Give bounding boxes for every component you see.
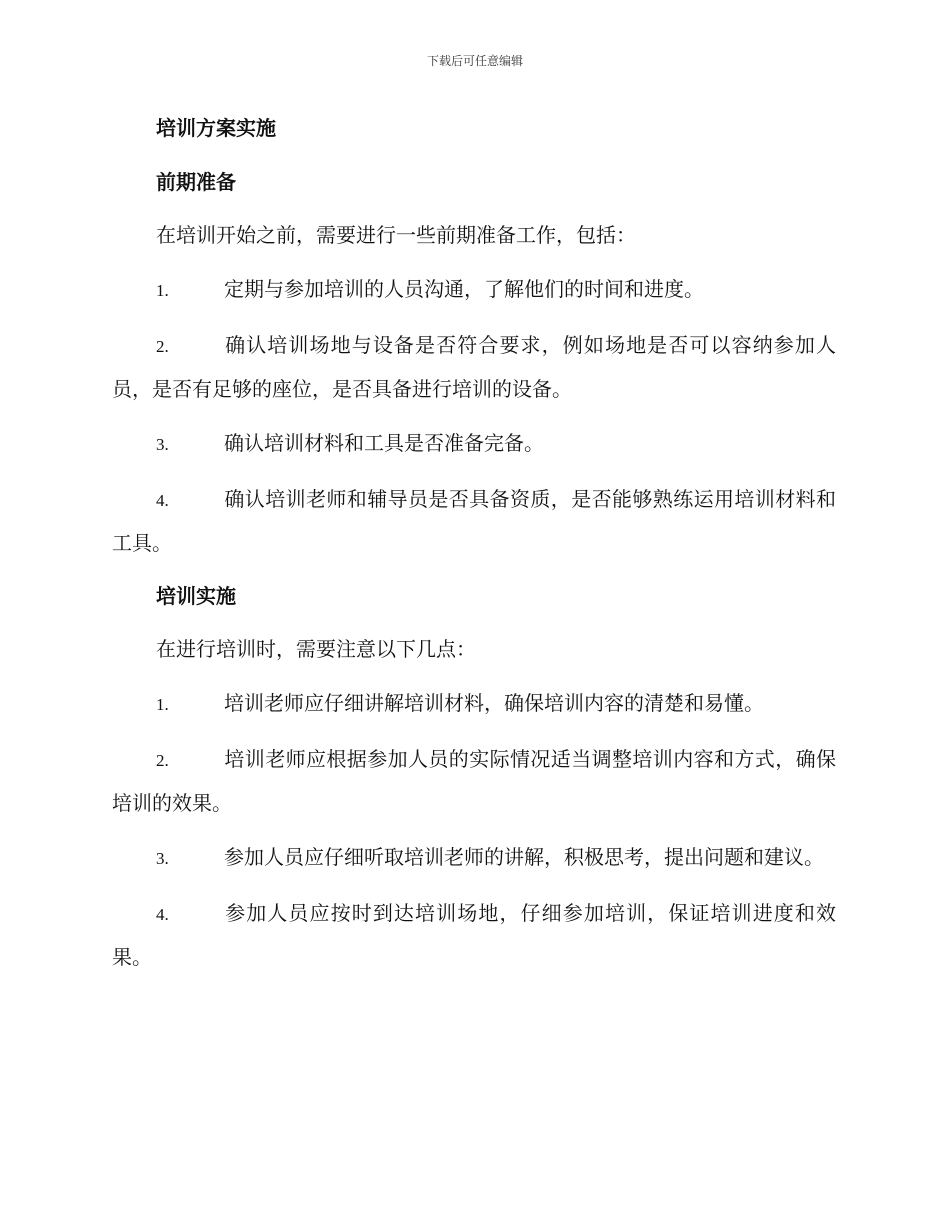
list-item-number: 1. bbox=[156, 695, 169, 714]
list-item-text: 参加人员应按时到达培训场地，仔细参加培训，保证培训进度和效果。 bbox=[112, 901, 836, 969]
list-item-text: 确认培训老师和辅导员是否具备资质，是否能够熟练运用培训材料和工具。 bbox=[112, 487, 836, 555]
list-item-text: 参加人员应仔细听取培训老师的讲解，积极思考，提出问题和建议。 bbox=[224, 845, 824, 869]
list-item bbox=[112, 478, 836, 564]
list-item bbox=[112, 324, 836, 410]
list-item bbox=[112, 682, 836, 726]
document-body bbox=[112, 108, 836, 990]
list-item-text: 培训老师应仔细讲解培训材料，确保培训内容的清楚和易懂。 bbox=[224, 691, 764, 715]
list-item-number: 3. bbox=[156, 435, 169, 454]
list-item-number: 1. bbox=[156, 281, 169, 300]
list-item-text: 确认培训场地与设备是否符合要求，例如场地是否可以容纳参加人员，是否有足够的座位，是否具备进行培训的设备。 bbox=[112, 333, 836, 401]
section-intro-preparation: 在培训开始之前，需要进行一些前期准备工作，包括： bbox=[156, 223, 636, 247]
document-title: 培训方案实施 bbox=[156, 116, 276, 140]
list-item bbox=[112, 892, 836, 978]
list-item bbox=[112, 836, 836, 880]
list-item bbox=[112, 422, 836, 466]
list-item-number: 4. bbox=[156, 905, 169, 924]
list-item-text: 定期与参加培训的人员沟通，了解他们的时间和进度。 bbox=[224, 277, 704, 301]
list-item bbox=[112, 738, 836, 824]
list-item-number: 2. bbox=[156, 751, 169, 770]
list-item bbox=[112, 268, 836, 312]
section-heading-implementation: 培训实施 bbox=[156, 584, 236, 608]
list-item-number: 2. bbox=[156, 337, 169, 356]
list-item-number: 4. bbox=[156, 491, 169, 510]
section-heading-preparation: 前期准备 bbox=[156, 170, 236, 194]
header-note: 下载后可任意编辑 bbox=[426, 54, 523, 68]
list-item-text: 确认培训材料和工具是否准备完备。 bbox=[224, 431, 544, 455]
list-item-text: 培训老师应根据参加人员的实际情况适当调整培训内容和方式，确保培训的效果。 bbox=[112, 747, 836, 815]
section-intro-implementation: 在进行培训时，需要注意以下几点： bbox=[156, 637, 476, 661]
list-item-number: 3. bbox=[156, 849, 169, 868]
